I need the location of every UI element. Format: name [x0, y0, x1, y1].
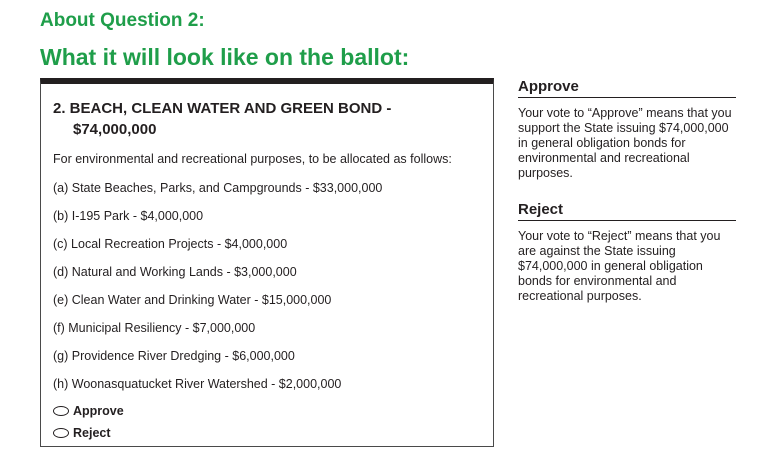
- reject-option[interactable]: [53, 422, 124, 444]
- reject-label: Reject: [73, 426, 111, 440]
- approve-text: Your vote to “Approve” means that you support the State issuing $74,000,000 in general obligation bonds for environmental and recreational purposes.: [518, 106, 732, 180]
- allocation-item: (c) Local Recreation Projects - $4,000,000: [53, 237, 288, 251]
- section-heading: About Question 2:: [40, 10, 205, 31]
- allocation-item: (f) Municipal Resiliency - $7,000,000: [53, 321, 256, 335]
- question-purpose: For environmental and recreational purposes, to be allocated as follows:: [53, 152, 452, 166]
- approve-option[interactable]: [53, 400, 124, 422]
- question-title-line1: 2. BEACH, CLEAN WATER AND GREEN BOND -: [53, 100, 392, 117]
- allocation-item: (d) Natural and Working Lands - $3,000,000: [53, 265, 297, 279]
- oval-icon: [53, 428, 69, 438]
- approve-explanation: [518, 78, 736, 181]
- reject-text: Your vote to “Reject” means that you are against the State issuing $74,000,000 in general obligation bonds for environmental and recreational purposes.: [518, 229, 721, 303]
- allocation-item: (b) I-195 Park - $4,000,000: [53, 209, 204, 223]
- approve-heading: Approve: [518, 78, 736, 98]
- allocation-item: (g) Providence River Dredging - $6,000,000: [53, 349, 295, 363]
- oval-icon: [53, 406, 69, 416]
- question-amount: $74,000,000: [73, 121, 157, 138]
- ballot-heading: What it will look like on the ballot:: [40, 44, 410, 70]
- approve-label: Approve: [73, 404, 124, 418]
- reject-explanation: [518, 201, 736, 304]
- ballot-choices: [53, 400, 124, 444]
- allocation-item: (h) Woonasquatucket River Watershed - $2,000,000: [53, 377, 342, 391]
- allocation-list: [53, 180, 382, 404]
- sample-ballot: [40, 78, 494, 447]
- allocation-item: (a) State Beaches, Parks, and Campgrounds - $33,000,000: [53, 181, 383, 195]
- allocation-item: (e) Clean Water and Drinking Water - $15,000,000: [53, 293, 332, 307]
- reject-heading: Reject: [518, 201, 736, 221]
- question-title: [53, 98, 473, 140]
